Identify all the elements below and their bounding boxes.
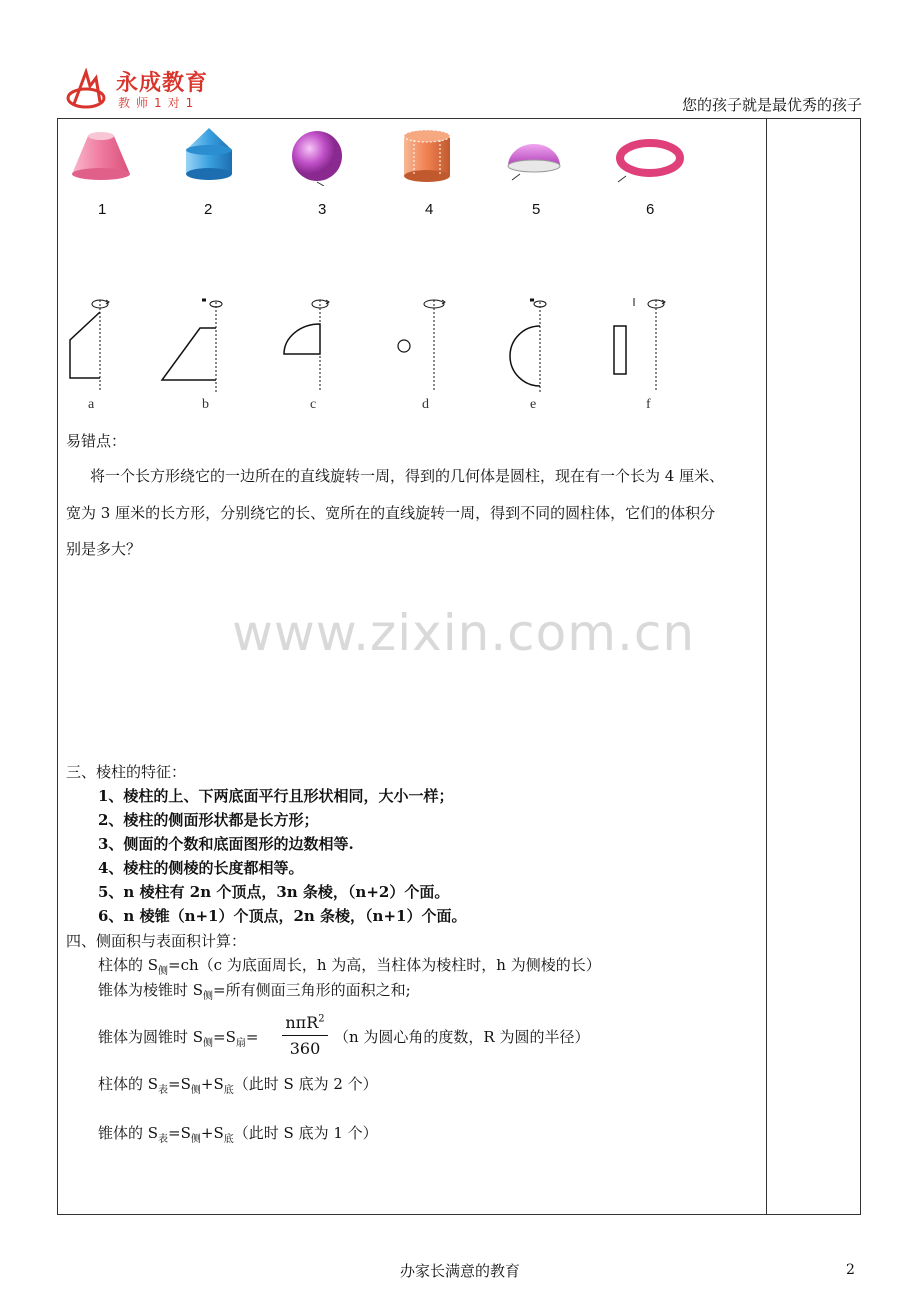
prism-heading: 三、棱柱的特征： bbox=[66, 763, 187, 781]
rotation-label: f bbox=[646, 397, 651, 412]
page-number: 2 bbox=[846, 1262, 855, 1278]
torus-solid-icon bbox=[614, 138, 684, 186]
mistake-paragraph-line: 宽为 3 厘米的长方形，分别绕它的长、宽所在的直线旋转一周，得到不同的圆柱体，它们的体积分 bbox=[66, 504, 716, 522]
prism-feature: 4、棱柱的侧棱的长度都相等。 bbox=[98, 859, 304, 877]
column-divider bbox=[766, 118, 767, 1215]
formula-pyramid-total: 锥体的 $S_表=S_侧+S_底$（此时 S 底为 1 个） bbox=[98, 1124, 378, 1145]
logo-mark-icon bbox=[66, 68, 112, 112]
cone-on-cylinder-icon bbox=[182, 126, 236, 184]
formula-cone-note: （n 为圆心角的度数，R 为圆的半径） bbox=[334, 1028, 590, 1046]
rotation-label: c bbox=[310, 397, 317, 412]
mistake-paragraph-line: 别是多大？ bbox=[66, 540, 142, 558]
sphere-solid-icon bbox=[290, 130, 346, 186]
rotation-label: d bbox=[422, 397, 429, 412]
mistake-heading: 易错点： bbox=[66, 432, 127, 450]
rotation-diagram-a bbox=[64, 294, 124, 394]
solid-label: 4 bbox=[425, 201, 434, 218]
fraction-denominator: 360 bbox=[289, 1039, 321, 1058]
cylinder-solid-icon bbox=[400, 128, 454, 184]
rotation-diagram-c bbox=[280, 294, 340, 394]
mistake-paragraph-line: 将一个长方形绕它的一边所在的直线旋转一周，得到的几何体是圆柱，现在有一个长为 4 厘米、 bbox=[90, 467, 725, 485]
footer-text: 办家长满意的教育 bbox=[400, 1262, 521, 1280]
sector-area-fraction bbox=[282, 1013, 328, 1058]
formula-prism-total: 柱体的 $S_表=S_侧+S_底$（此时 S 底为 2 个） bbox=[98, 1075, 378, 1096]
header-slogan: 您的孩子就是最优秀的孩子 bbox=[681, 96, 862, 114]
solid-label: 3 bbox=[318, 201, 327, 218]
rotation-label: e bbox=[530, 397, 537, 412]
formula-cone-lateral: 锥体为圆锥时 $S_侧=S_扇=$ bbox=[98, 1028, 259, 1049]
solid-label: 1 bbox=[98, 201, 107, 218]
solid-label: 5 bbox=[532, 201, 541, 218]
rotation-label: a bbox=[88, 397, 95, 412]
rotation-label: b bbox=[202, 397, 209, 412]
rotation-diagram-f bbox=[606, 294, 686, 394]
prism-feature: 6、n 棱锥（n+1）个顶点，2n 条棱，（n+1）个面。 bbox=[98, 907, 467, 925]
area-heading: 四、侧面积与表面积计算： bbox=[66, 932, 247, 950]
rotation-diagram-b bbox=[158, 294, 228, 394]
prism-feature: 1、棱柱的上、下两底面平行且形状相同，大小一样； bbox=[98, 787, 454, 805]
solid-label: 2 bbox=[204, 201, 213, 218]
fraction-numerator: nπR$^2$ bbox=[285, 1013, 325, 1032]
prism-feature: 2、棱柱的侧面形状都是长方形； bbox=[98, 811, 319, 829]
formula-prism-lateral: 柱体的 $S_侧=ch(c$ 为底面周长，h 为高，当柱体为棱柱时，h 为侧棱的长） bbox=[98, 956, 601, 977]
hemisphere-solid-icon bbox=[506, 142, 562, 184]
logo-title: 永成教育 bbox=[116, 71, 209, 96]
rotation-diagram-d bbox=[390, 294, 450, 394]
formula-pyramid-lateral: 锥体为棱锥时 $S_侧=$所有侧面三角形的面积之和; bbox=[98, 981, 411, 1002]
prism-feature: 3、侧面的个数和底面图形的边数相等. bbox=[98, 835, 354, 853]
rotation-diagram-e bbox=[500, 294, 560, 394]
brand-logo bbox=[66, 66, 226, 112]
logo-subtitle: 教师1对1 bbox=[118, 96, 200, 110]
prism-feature: 5、n 棱柱有 2n 个顶点，3n 条棱，（n+2）个面。 bbox=[98, 883, 450, 901]
watermark: www.zixin.com.cn bbox=[232, 604, 696, 662]
frustum-solid-icon bbox=[70, 128, 132, 184]
solid-label: 6 bbox=[646, 201, 655, 218]
fraction-bar bbox=[282, 1035, 328, 1036]
